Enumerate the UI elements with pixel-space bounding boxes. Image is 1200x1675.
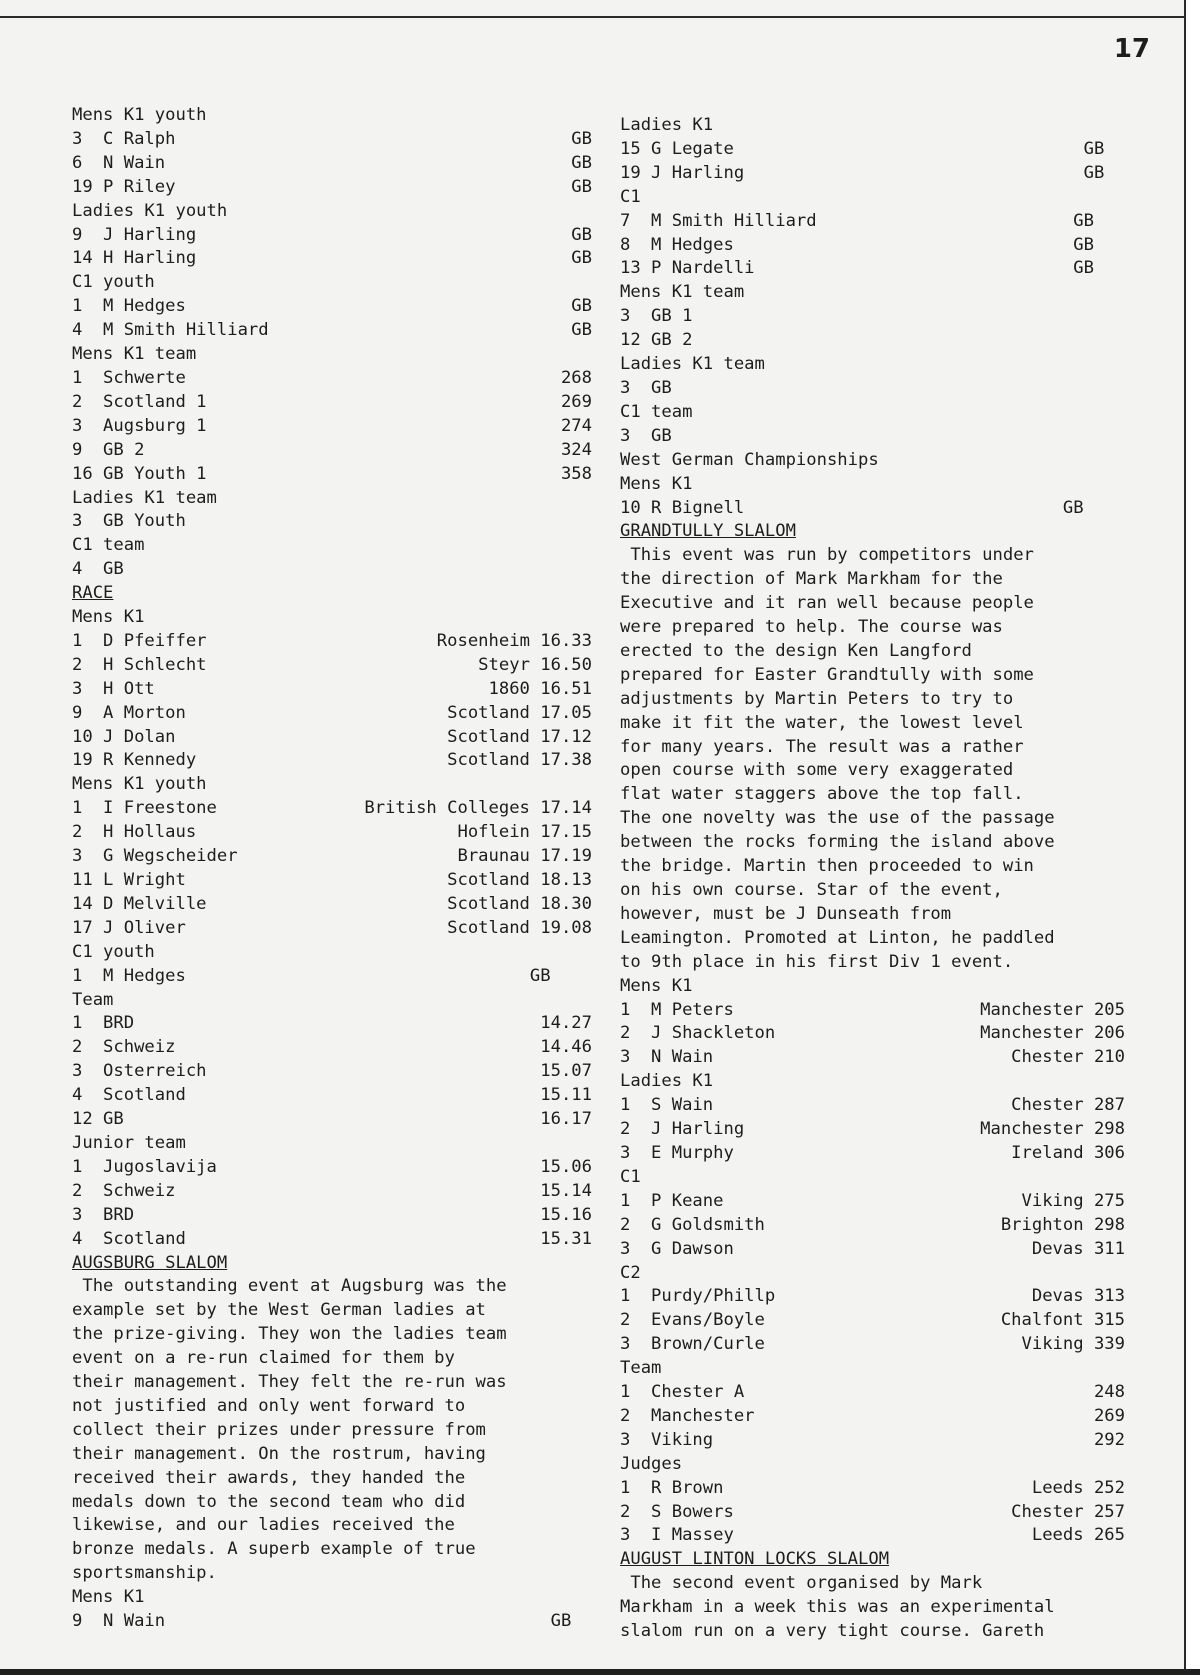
entry-text: 3 I Massey xyxy=(620,1525,734,1546)
result-line xyxy=(620,186,1125,210)
paragraph-line: their management. On the rostrum, having xyxy=(72,1443,486,1464)
entry-text: Mens K1 youth xyxy=(72,105,207,125)
result-line xyxy=(72,1610,592,1634)
entry-text: Mens K1 team xyxy=(72,344,197,365)
paragraph-line: collect their prizes under pressure from xyxy=(72,1419,486,1440)
entry-text: C1 youth xyxy=(72,272,155,293)
entry-result: GB xyxy=(571,152,592,173)
entry-result: GB xyxy=(529,965,592,986)
result-line xyxy=(620,329,1125,353)
result-line xyxy=(620,1309,1125,1333)
entry-text: Ladies K1 xyxy=(620,1071,714,1092)
result-line xyxy=(72,271,592,295)
result-line xyxy=(72,678,592,702)
entry-text: 1 Purdy/Phillp xyxy=(620,1286,776,1307)
entry-result: Leeds 265 xyxy=(1031,1525,1125,1546)
result-line xyxy=(620,353,1125,377)
entry-text: Mens K1 xyxy=(72,1587,145,1608)
entry-result: Chester 287 xyxy=(1011,1095,1125,1116)
paragraph-line: make it fit the water, the lowest level xyxy=(620,712,1024,733)
result-line xyxy=(72,200,592,224)
entry-text: 1 I Freestone xyxy=(72,798,217,819)
entry-result: GB xyxy=(571,176,592,197)
entry-result: Chester 210 xyxy=(1011,1047,1125,1068)
entry-text: 19 J Harling xyxy=(620,162,745,183)
entry-text: West German Championships xyxy=(620,449,879,470)
result-line xyxy=(620,305,1125,329)
entry-text: 7 M Smith Hilliard xyxy=(620,210,817,231)
entry-text: 3 BRD xyxy=(72,1204,135,1225)
entry-result: Devas 313 xyxy=(1031,1286,1125,1307)
entry-text: Team xyxy=(72,989,114,1010)
entry-text: C1 youth xyxy=(72,941,155,962)
paragraph-line: the bridge. Martin then proceeded to win xyxy=(620,856,1034,877)
entry-result: GB xyxy=(571,128,592,149)
paragraph-line: Executive and it ran well because people xyxy=(620,593,1034,614)
entry-result: GB xyxy=(1073,234,1125,255)
article-paragraph xyxy=(620,1572,1125,1644)
entry-text: 3 GB Youth xyxy=(72,511,186,532)
entry-text: 3 H Ott xyxy=(72,678,155,699)
result-line xyxy=(72,1012,592,1036)
paragraph-line: however, must be J Dunseath from xyxy=(620,903,952,924)
entry-text: 10 R Bignell xyxy=(620,497,745,518)
entry-result: Steyr 16.50 xyxy=(478,654,592,675)
entry-text: 3 Osterreich xyxy=(72,1061,207,1082)
left-column xyxy=(72,104,592,1634)
paragraph-line: open course with some very exaggerated xyxy=(620,760,1014,781)
entry-result: GB xyxy=(571,296,592,317)
result-line xyxy=(72,1180,592,1204)
entry-result: 248 xyxy=(1093,1382,1125,1403)
entry-text: 2 G Goldsmith xyxy=(620,1214,765,1235)
entry-text: 4 M Smith Hilliard xyxy=(72,320,269,341)
paragraph-line: slalom run on a very tight course. Gareth xyxy=(620,1621,1045,1642)
entry-text: 3 GB xyxy=(620,425,672,446)
entry-result: GB xyxy=(571,248,592,269)
result-line xyxy=(72,104,592,128)
entry-result: 15.16 xyxy=(540,1204,592,1225)
entry-result: 358 xyxy=(560,463,592,484)
entry-text: 3 Viking xyxy=(620,1429,714,1450)
entry-result: 16.17 xyxy=(540,1109,592,1130)
entry-text: 19 R Kennedy xyxy=(72,750,197,771)
entry-text: 2 H Hollaus xyxy=(72,822,197,843)
result-line xyxy=(72,630,592,654)
entry-result: Hoflein 17.15 xyxy=(457,822,592,843)
entry-result: Scotland 18.30 xyxy=(447,893,592,914)
result-line xyxy=(72,917,592,941)
entry-text: 3 E Murphy xyxy=(620,1142,734,1163)
result-line xyxy=(72,343,592,367)
paragraph-line: sportsmanship. xyxy=(72,1563,217,1584)
entry-result: Scotland 19.08 xyxy=(447,917,592,938)
entry-text: 1 Schwerte xyxy=(72,367,186,388)
entry-text: 12 GB xyxy=(72,1109,124,1130)
result-line xyxy=(72,773,592,797)
entry-result: Brighton 298 xyxy=(1000,1214,1125,1235)
entry-text: 9 GB 2 xyxy=(72,439,145,460)
entry-result: GB xyxy=(1073,258,1125,279)
entry-text: Mens K1 xyxy=(620,473,693,494)
entry-text: C1 xyxy=(620,186,641,207)
entry-result: 14.46 xyxy=(540,1037,592,1058)
result-line xyxy=(620,1333,1125,1357)
entry-text: 1 M Peters xyxy=(620,999,734,1020)
result-line xyxy=(72,797,592,821)
entry-text: 2 J Harling xyxy=(620,1119,745,1140)
result-line xyxy=(72,702,592,726)
result-line xyxy=(620,162,1125,186)
result-line xyxy=(72,821,592,845)
paragraph-line: The one novelty was the use of the passage xyxy=(620,808,1055,829)
result-line xyxy=(72,510,592,534)
result-line xyxy=(620,1070,1125,1094)
entry-text: 3 Brown/Curle xyxy=(620,1334,765,1355)
entry-text: Team xyxy=(620,1358,662,1379)
result-line xyxy=(620,234,1125,258)
entry-text: 8 M Hedges xyxy=(620,234,734,255)
entry-text: 3 GB xyxy=(620,377,672,398)
entry-text: 16 GB Youth 1 xyxy=(72,463,207,484)
entry-result: Ireland 306 xyxy=(1011,1142,1125,1163)
entry-result: Rosenheim 16.33 xyxy=(436,630,592,651)
result-line xyxy=(620,449,1125,473)
paragraph-line: received their awards, they handed the xyxy=(72,1467,466,1488)
entry-text: Ladies K1 team xyxy=(72,487,217,508)
result-line xyxy=(72,893,592,917)
entry-text: 19 P Riley xyxy=(72,176,176,197)
result-line xyxy=(620,114,1125,138)
entry-text: 1 Jugoslavija xyxy=(72,1156,217,1177)
paragraph-line: medals down to the second team who did xyxy=(72,1491,466,1512)
entry-text: 2 H Schlecht xyxy=(72,654,207,675)
result-line xyxy=(72,1108,592,1132)
result-line xyxy=(620,497,1125,521)
entry-result: 14.27 xyxy=(540,1013,592,1034)
result-line xyxy=(72,128,592,152)
entry-text: Mens K1 youth xyxy=(72,774,207,795)
paragraph-line: Markham in a week this was an experimental xyxy=(620,1597,1055,1618)
entry-text: 9 J Harling xyxy=(72,224,197,245)
result-line xyxy=(620,1094,1125,1118)
entry-text: 15 G Legate xyxy=(620,138,734,159)
entry-text: 1 Chester A xyxy=(620,1382,745,1403)
entry-result: 269 xyxy=(560,391,592,412)
result-line xyxy=(72,1036,592,1060)
paragraph-line: their management. They felt the re-run was xyxy=(72,1372,507,1393)
result-line xyxy=(620,425,1125,449)
paragraph-line: erected to the design Ken Langford xyxy=(620,640,972,661)
result-line xyxy=(620,257,1125,281)
entry-result: 269 xyxy=(1093,1405,1125,1426)
entry-text: Ladies K1 xyxy=(620,115,714,135)
entry-text: 1 M Hedges xyxy=(72,296,186,317)
entry-text: 1 D Pfeiffer xyxy=(72,630,207,651)
paragraph-line: This event was run by competitors under xyxy=(620,545,1034,566)
entry-text: C2 xyxy=(620,1262,641,1283)
entry-text: 3 G Wegscheider xyxy=(72,846,238,867)
entry-result: Braunau 17.19 xyxy=(457,846,592,867)
entry-text: 4 Scotland xyxy=(72,1085,186,1106)
paragraph-line: adjustments by Martin Peters to try to xyxy=(620,688,1014,709)
paragraph-line: not justified and only went forward to xyxy=(72,1395,466,1416)
entry-text: 17 J Oliver xyxy=(72,917,186,938)
entry-text: 6 N Wain xyxy=(72,152,166,173)
right-column xyxy=(620,114,1125,1644)
result-line xyxy=(620,377,1125,401)
entry-text: 1 M Hedges xyxy=(72,965,186,986)
entry-result: Chalfont 315 xyxy=(1000,1310,1125,1331)
entry-result: 15.06 xyxy=(540,1156,592,1177)
entry-result: 292 xyxy=(1093,1429,1125,1450)
result-line xyxy=(72,941,592,965)
entry-text: 4 Scotland xyxy=(72,1228,186,1249)
result-line xyxy=(620,999,1125,1023)
article-paragraph xyxy=(620,544,1125,974)
entry-text: Mens K1 xyxy=(620,975,693,996)
result-line xyxy=(620,1453,1125,1477)
result-line xyxy=(72,1586,592,1610)
entry-result: 15.07 xyxy=(540,1061,592,1082)
entry-result: 274 xyxy=(560,415,592,436)
entry-text: Junior team xyxy=(72,1132,186,1153)
result-line xyxy=(620,1022,1125,1046)
result-line xyxy=(620,1214,1125,1238)
entry-result: Manchester 205 xyxy=(980,999,1125,1020)
result-line xyxy=(72,726,592,750)
entry-result: British Colleges 17.14 xyxy=(364,798,592,819)
entry-text: 12 GB 2 xyxy=(620,330,693,351)
section-heading: AUGUST LINTON LOCKS SLALOM xyxy=(620,1549,890,1570)
entry-result: GB xyxy=(1062,497,1125,518)
result-line xyxy=(620,281,1125,305)
paragraph-line: the prize-giving. They won the ladies team xyxy=(72,1324,507,1345)
result-line xyxy=(72,1060,592,1084)
result-line xyxy=(620,1285,1125,1309)
result-line xyxy=(620,975,1125,999)
paragraph-line: between the rocks forming the island above xyxy=(620,832,1055,853)
entry-text: 2 Schweiz xyxy=(72,1037,176,1058)
entry-text: 3 G Dawson xyxy=(620,1238,734,1259)
entry-text: C1 xyxy=(620,1166,641,1187)
entry-text: 14 D Melville xyxy=(72,893,207,914)
result-line xyxy=(620,1262,1125,1286)
result-line xyxy=(72,869,592,893)
entry-result: 15.31 xyxy=(540,1228,592,1249)
entry-text: 1 BRD xyxy=(72,1013,135,1034)
entry-text: C1 team xyxy=(620,401,693,422)
result-line xyxy=(72,1156,592,1180)
paragraph-line: were prepared to help. The course was xyxy=(620,617,1003,638)
entry-result: 268 xyxy=(560,367,592,388)
paragraph-line: likewise, and our ladies received the xyxy=(72,1515,455,1536)
result-line xyxy=(72,295,592,319)
section-heading: RACE xyxy=(72,583,114,604)
result-line xyxy=(620,1501,1125,1525)
entry-result: GB xyxy=(1083,162,1125,183)
entry-text: 3 C Ralph xyxy=(72,128,176,149)
section-heading: GRANDTULLY SLALOM xyxy=(620,521,796,542)
entry-result: Viking 339 xyxy=(1021,1334,1125,1355)
result-line xyxy=(72,319,592,343)
paragraph-line: example set by the West German ladies at xyxy=(72,1300,486,1321)
entry-text: C1 team xyxy=(72,535,145,556)
entry-result: Viking 275 xyxy=(1021,1190,1125,1211)
entry-text: 2 Schweiz xyxy=(72,1180,176,1201)
entry-text: 2 Evans/Boyle xyxy=(620,1310,765,1331)
entry-text: 2 Scotland 1 xyxy=(72,391,207,412)
entry-result: GB xyxy=(1083,138,1125,159)
result-line xyxy=(620,1381,1125,1405)
paragraph-line: bronze medals. A superb example of true xyxy=(72,1539,476,1560)
entry-text: 14 H Harling xyxy=(72,248,197,269)
result-line xyxy=(72,1204,592,1228)
result-line xyxy=(72,965,592,989)
result-line xyxy=(72,749,592,773)
entry-text: 3 N Wain xyxy=(620,1047,714,1068)
entry-text: 2 S Bowers xyxy=(620,1501,734,1522)
result-line xyxy=(72,224,592,248)
entry-text: 4 GB xyxy=(72,559,124,580)
entry-result: Leeds 252 xyxy=(1031,1477,1125,1498)
entry-result: Scotland 17.38 xyxy=(447,750,592,771)
entry-result: GB xyxy=(550,1611,592,1632)
entry-text: 2 J Shackleton xyxy=(620,1023,776,1044)
result-line xyxy=(620,1357,1125,1381)
result-line xyxy=(72,1084,592,1108)
result-line xyxy=(72,391,592,415)
result-line xyxy=(72,439,592,463)
entry-text: Ladies K1 team xyxy=(620,354,765,375)
entry-result: GB xyxy=(1073,210,1125,231)
result-line xyxy=(72,989,592,1013)
bottom-edge xyxy=(0,1669,1200,1675)
entry-result: 15.14 xyxy=(540,1180,592,1201)
paragraph-line: the direction of Mark Markham for the xyxy=(620,569,1003,590)
entry-text: 3 Augsburg 1 xyxy=(72,415,207,436)
entry-text: 1 P Keane xyxy=(620,1190,724,1211)
entry-result: Chester 257 xyxy=(1011,1501,1125,1522)
result-line xyxy=(620,1524,1125,1548)
entry-result: 1860 16.51 xyxy=(488,678,592,699)
entry-result: Devas 311 xyxy=(1031,1238,1125,1259)
entry-result: 15.11 xyxy=(540,1085,592,1106)
result-line xyxy=(620,1118,1125,1142)
entry-text: Judges xyxy=(620,1453,683,1474)
entry-result: Scotland 18.13 xyxy=(447,870,592,890)
entry-text: 10 J Dolan xyxy=(72,726,176,747)
entry-result: Scotland 17.12 xyxy=(447,726,592,747)
entry-text: Ladies K1 youth xyxy=(72,200,228,221)
result-line xyxy=(72,558,592,582)
entry-result: Manchester 298 xyxy=(980,1119,1125,1140)
top-rule xyxy=(0,0,1186,18)
paragraph-line: Leamington. Promoted at Linton, he paddled xyxy=(620,927,1055,948)
result-line xyxy=(72,487,592,511)
entry-text: 3 GB 1 xyxy=(620,306,693,327)
result-line xyxy=(72,534,592,558)
entry-text: 1 S Wain xyxy=(620,1095,714,1116)
page-number: 17 xyxy=(1113,34,1150,64)
section-heading: AUGSBURG SLALOM xyxy=(72,1252,228,1273)
result-line xyxy=(620,1477,1125,1501)
result-line xyxy=(620,1190,1125,1214)
result-line xyxy=(620,1429,1125,1453)
entry-result: GB xyxy=(571,320,592,341)
page-edge xyxy=(1184,0,1200,1675)
entry-text: 11 L Wright xyxy=(72,870,186,890)
result-line xyxy=(72,176,592,200)
entry-result: 324 xyxy=(560,439,592,460)
paragraph-line: for many years. The result was a rather xyxy=(620,736,1024,757)
entry-text: 9 N Wain xyxy=(72,1611,166,1632)
result-line xyxy=(620,138,1125,162)
entry-text: 1 R Brown xyxy=(620,1477,724,1498)
paragraph-line: event on a re-run claimed for them by xyxy=(72,1348,455,1369)
paragraph-line: prepared for Easter Grandtully with some xyxy=(620,664,1034,685)
entry-text: Mens K1 team xyxy=(620,282,745,303)
paragraph-line: on his own course. Star of the event, xyxy=(620,880,1003,900)
result-line xyxy=(72,654,592,678)
entry-text: 9 A Morton xyxy=(72,702,186,723)
result-line xyxy=(620,1405,1125,1429)
result-line xyxy=(72,247,592,271)
result-line xyxy=(72,415,592,439)
result-line xyxy=(620,473,1125,497)
paragraph-line: The outstanding event at Augsburg was the xyxy=(72,1276,507,1297)
result-line xyxy=(72,463,592,487)
entry-result: GB xyxy=(571,224,592,245)
result-line xyxy=(620,1238,1125,1262)
entry-text: 13 P Nardelli xyxy=(620,258,755,279)
result-line xyxy=(620,401,1125,425)
result-line xyxy=(620,1142,1125,1166)
paragraph-line: to 9th place in his first Div 1 event. xyxy=(620,951,1014,972)
result-line xyxy=(72,845,592,869)
entry-text: Mens K1 xyxy=(72,607,145,628)
result-line xyxy=(72,152,592,176)
article-paragraph xyxy=(72,1275,592,1586)
result-line xyxy=(72,606,592,630)
entry-text: 2 Manchester xyxy=(620,1405,755,1426)
entry-result: Manchester 206 xyxy=(980,1023,1125,1044)
paragraph-line: The second event organised by Mark xyxy=(620,1573,983,1594)
result-line xyxy=(72,1228,592,1252)
result-line xyxy=(72,367,592,391)
result-line xyxy=(620,210,1125,234)
result-line xyxy=(620,1046,1125,1070)
entry-result: Scotland 17.05 xyxy=(447,702,592,723)
result-line xyxy=(620,1166,1125,1190)
paragraph-line: flat water staggers above the top fall. xyxy=(620,784,1024,805)
result-line xyxy=(72,1132,592,1156)
